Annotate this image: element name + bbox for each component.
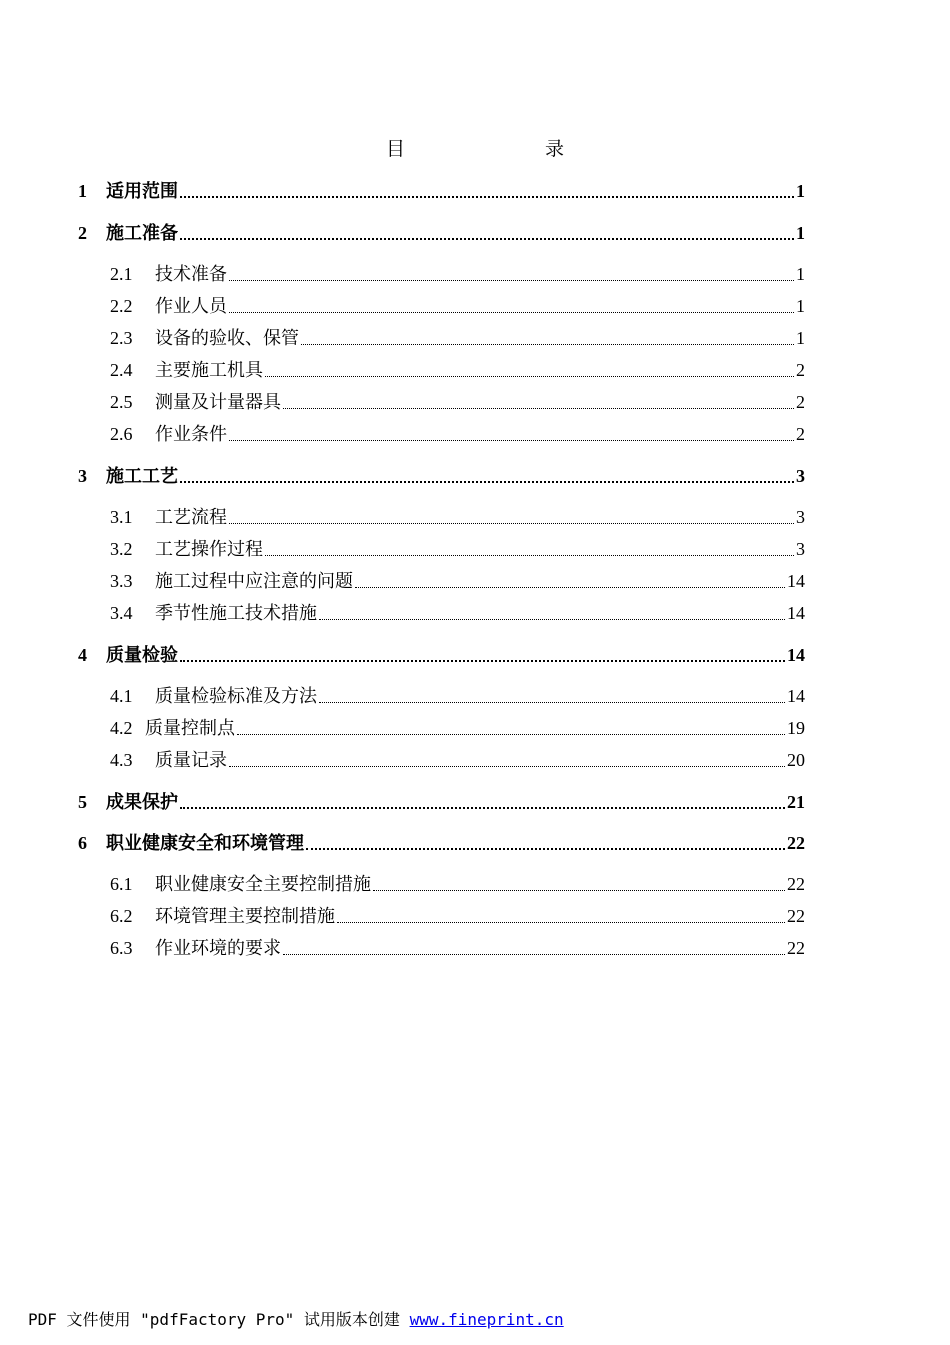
toc-entry[interactable] <box>0 640 950 666</box>
toc-entry-label: 作业条件 <box>155 424 227 444</box>
toc-entry-label: 职业健康安全和环境管理 <box>106 833 304 853</box>
toc-entry-number: 5 <box>78 792 87 812</box>
toc-entry[interactable] <box>0 502 950 528</box>
toc-leader-dots <box>229 280 794 281</box>
toc-entry-label: 施工过程中应注意的问题 <box>155 571 353 591</box>
toc-leader-dots <box>306 848 785 850</box>
toc-leader-dots <box>180 196 794 198</box>
toc-entry[interactable] <box>0 218 950 244</box>
toc-entry[interactable] <box>0 787 950 813</box>
toc-leader-dots <box>229 766 785 767</box>
toc-leader-dots <box>301 344 794 345</box>
toc-entry[interactable] <box>0 355 950 381</box>
toc-entry[interactable] <box>0 534 950 560</box>
toc-entry[interactable] <box>0 566 950 592</box>
footer-link[interactable]: www.fineprint.cn <box>409 1310 564 1329</box>
toc-entry[interactable] <box>0 713 950 739</box>
toc-entry-number: 3.1 <box>110 507 133 527</box>
toc-entry-number: 2.2 <box>110 296 133 316</box>
toc-entry-page: 2 <box>796 360 805 380</box>
toc-entry-page: 1 <box>796 181 805 201</box>
toc-entry[interactable] <box>0 323 950 349</box>
toc-entry-label: 季节性施工技术措施 <box>155 603 317 623</box>
toc-leader-dots <box>180 238 794 240</box>
toc-entry-number: 3.2 <box>110 539 133 559</box>
toc-entry[interactable] <box>0 828 950 854</box>
toc-entry-page: 22 <box>787 938 805 958</box>
toc-entry-page: 1 <box>796 328 805 348</box>
toc-entry-number: 6.1 <box>110 874 133 894</box>
toc-entry-number: 6 <box>78 833 87 853</box>
toc-entry[interactable] <box>0 681 950 707</box>
toc-entry[interactable] <box>0 461 950 487</box>
toc-leader-dots <box>283 954 785 955</box>
toc-entry-label: 作业人员 <box>155 296 227 316</box>
toc-entry-number: 6.2 <box>110 906 133 926</box>
toc-entry-number: 2.3 <box>110 328 133 348</box>
toc-leader-dots <box>337 922 785 923</box>
toc-entry-page: 14 <box>787 603 805 623</box>
toc-entry-page: 3 <box>796 507 805 527</box>
toc-entry[interactable] <box>0 419 950 445</box>
toc-leader-dots <box>180 481 794 483</box>
toc-entry-number: 2.5 <box>110 392 133 412</box>
toc-entry-number: 4.2 <box>110 718 133 738</box>
toc-entry-number: 2.6 <box>110 424 133 444</box>
toc-leader-dots <box>180 660 785 662</box>
toc-entry[interactable] <box>0 259 950 285</box>
toc-entry-number: 4 <box>78 645 87 665</box>
toc-leader-dots <box>319 619 785 620</box>
toc-leader-dots <box>180 807 785 809</box>
toc-entry-number: 3 <box>78 466 87 486</box>
toc-entry[interactable] <box>0 291 950 317</box>
toc-entry-page: 3 <box>796 466 805 486</box>
toc-leader-dots <box>283 408 794 409</box>
toc-entry-label: 成果保护 <box>106 792 178 812</box>
toc-entry[interactable] <box>0 869 950 895</box>
toc-entry-label: 职业健康安全主要控制措施 <box>155 874 371 894</box>
toc-entry-number: 2.4 <box>110 360 133 380</box>
footer-text: PDF 文件使用 "pdfFactory Pro" 试用版本创建 <box>28 1310 410 1329</box>
toc-entry-page: 22 <box>787 874 805 894</box>
toc-leader-dots <box>229 440 794 441</box>
toc-entry-number: 3.3 <box>110 571 133 591</box>
toc-entry[interactable] <box>0 745 950 771</box>
toc-entry-label: 测量及计量器具 <box>155 392 281 412</box>
toc-entry[interactable] <box>0 598 950 624</box>
toc-entry-number: 3.4 <box>110 603 133 623</box>
toc-entry-number: 2 <box>78 223 87 243</box>
toc-entry[interactable] <box>0 176 950 202</box>
toc-entry-page: 21 <box>787 792 805 812</box>
toc-entry-number: 1 <box>78 181 87 201</box>
pdf-footer <box>28 1307 564 1330</box>
toc-entry-label: 质量控制点 <box>145 718 235 738</box>
toc-entry-label: 工艺操作过程 <box>155 539 263 559</box>
toc-entry-page: 19 <box>787 718 805 738</box>
toc-entry-page: 3 <box>796 539 805 559</box>
toc-entry-page: 14 <box>787 645 805 665</box>
toc-leader-dots <box>373 890 785 891</box>
toc-entry-page: 1 <box>796 264 805 284</box>
toc-entry-label: 主要施工机具 <box>155 360 263 380</box>
toc-leader-dots <box>229 312 794 313</box>
toc-entry-label: 施工准备 <box>106 223 178 243</box>
toc-entry-number: 6.3 <box>110 938 133 958</box>
toc-entry-page: 20 <box>787 750 805 770</box>
toc-entry-page: 22 <box>787 906 805 926</box>
toc-entry-label: 作业环境的要求 <box>155 938 281 958</box>
toc-leader-dots <box>355 587 785 588</box>
toc-entry-number: 4.1 <box>110 686 133 706</box>
toc-entry-page: 22 <box>787 833 805 853</box>
toc-entry-label: 施工工艺 <box>106 466 178 486</box>
toc-entry-label: 技术准备 <box>155 264 227 284</box>
toc-leader-dots <box>265 376 794 377</box>
toc-entry-page: 2 <box>796 424 805 444</box>
toc-entry[interactable] <box>0 901 950 927</box>
toc-entry-label: 设备的验收、保管 <box>155 328 299 348</box>
toc-entry[interactable] <box>0 933 950 959</box>
toc-leader-dots <box>319 702 785 703</box>
toc-entry-label: 质量检验 <box>106 645 178 665</box>
toc-entry-label: 适用范围 <box>106 181 178 201</box>
toc-entry-number: 2.1 <box>110 264 133 284</box>
toc-entry-page: 2 <box>796 392 805 412</box>
toc-entry-label: 工艺流程 <box>155 507 227 527</box>
page-title: 目 录 <box>385 139 598 160</box>
toc-entry-page: 14 <box>787 571 805 591</box>
toc-entry-page: 1 <box>796 223 805 243</box>
toc-entry-page: 14 <box>787 686 805 706</box>
toc-entry-label: 环境管理主要控制措施 <box>155 906 335 926</box>
toc-leader-dots <box>237 734 785 735</box>
toc-entry[interactable] <box>0 387 950 413</box>
toc-entry-label: 质量记录 <box>155 750 227 770</box>
toc-entry-number: 4.3 <box>110 750 133 770</box>
toc-leader-dots <box>265 555 794 556</box>
toc-entry-label: 质量检验标准及方法 <box>155 686 317 706</box>
toc-leader-dots <box>229 523 794 524</box>
toc-entry-page: 1 <box>796 296 805 316</box>
